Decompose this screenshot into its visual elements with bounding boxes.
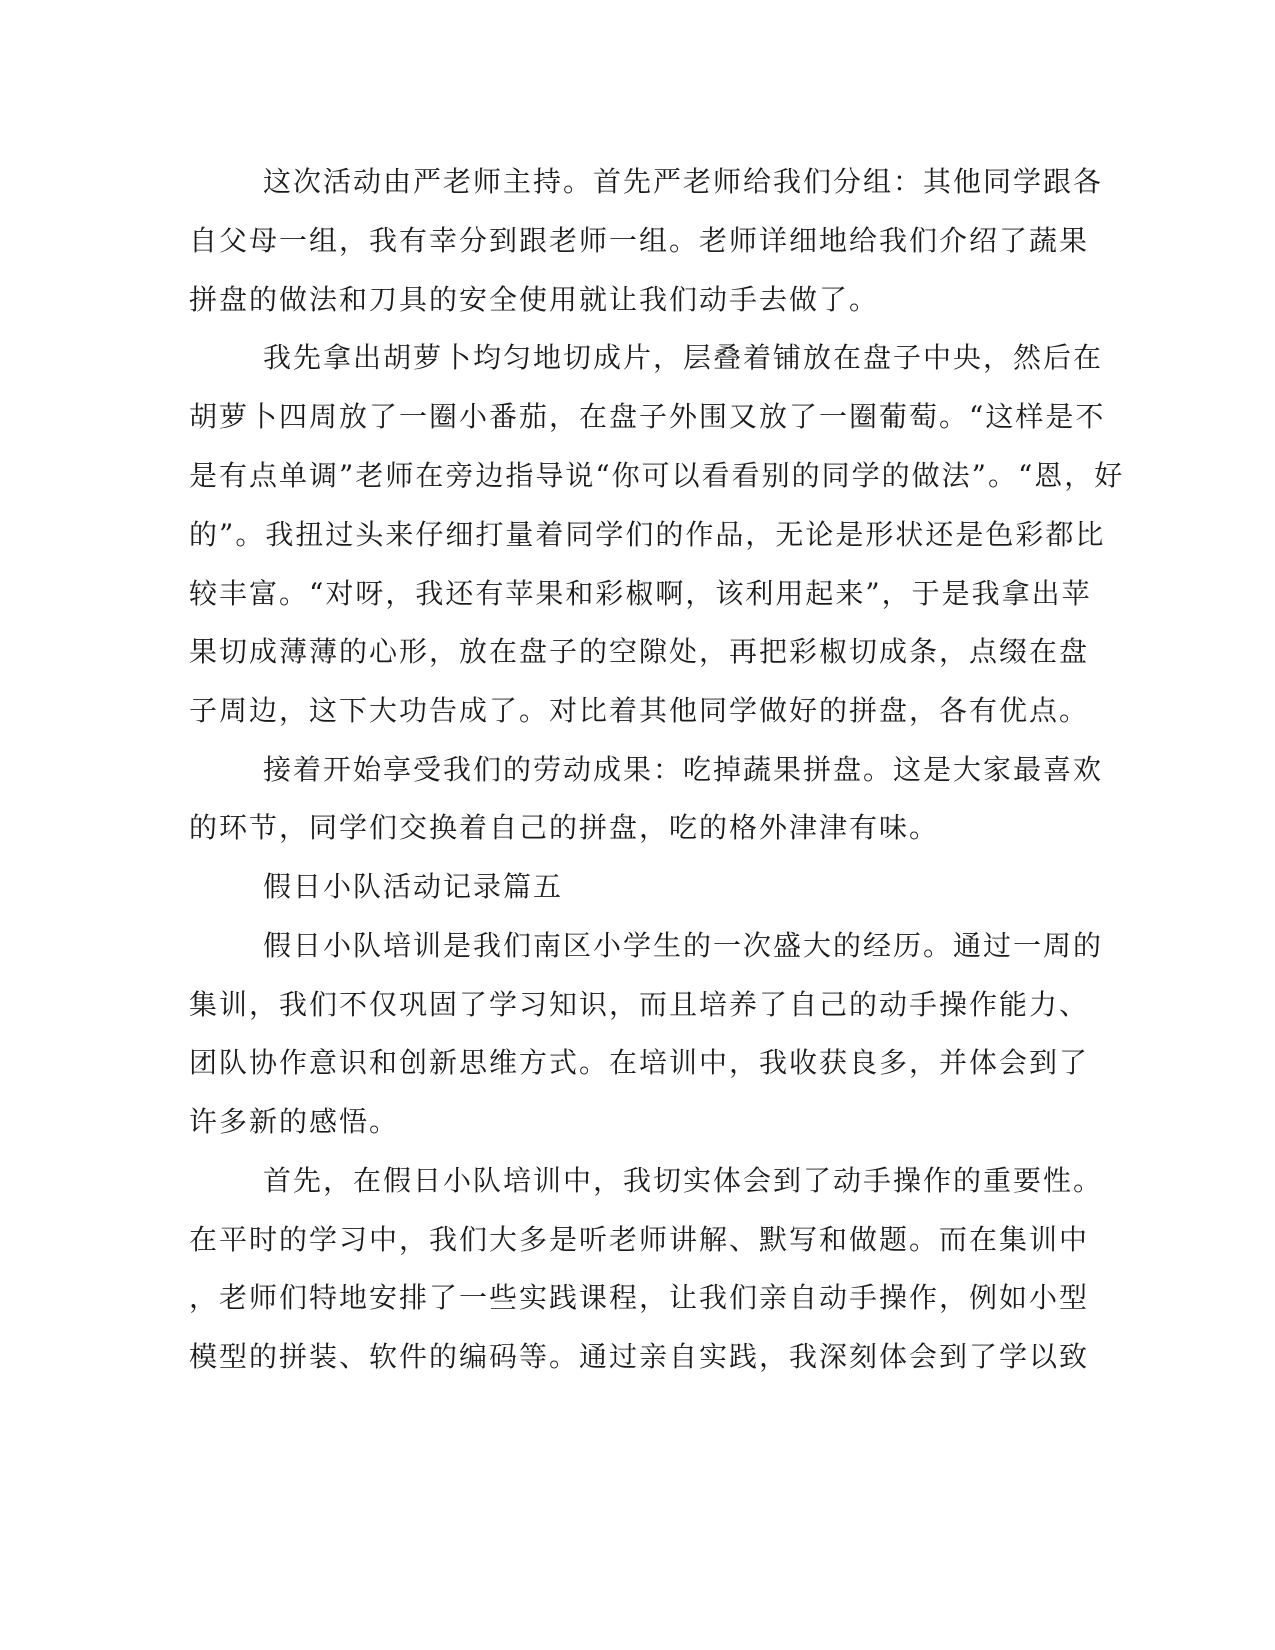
- text-line: 这次活动由严老师主持。首先严老师给我们分组：其他同学跟各: [263, 165, 1104, 198]
- text-line: 较丰富。“对呀，我还有苹果和彩椒啊，该利用起来”，于是我拿出苹: [189, 577, 1092, 610]
- text-line: 自父母一组，我有幸分到跟老师一组。老师详细地给我们介绍了蔬果: [189, 224, 1090, 257]
- text-line: 是有点单调”老师在旁边指导说“你可以看看别的同学的做法”。“恩，好: [189, 459, 1125, 492]
- heading-text: 假日小队活动记录篇五: [263, 870, 564, 903]
- text-line: 果切成薄薄的心形，放在盘子的空隙处，再把彩椒切成条，点缀在盘: [189, 635, 1090, 668]
- text-line: 的环节，同学们交换着自己的拼盘，吃的格外津津有味。: [189, 811, 940, 844]
- text-line: 的”。我扭过头来仔细打量着同学们的作品，无论是形状还是色彩都比: [189, 518, 1106, 551]
- text-line: ，老师们特地安排了一些实践课程，让我们亲自动手操作，例如小型: [189, 1281, 1090, 1314]
- text-line: 在平时的学习中，我们大多是听老师讲解、默写和做题。而在集训中: [189, 1223, 1090, 1256]
- text-line: 拼盘的做法和刀具的安全使用就让我们动手去做了。: [189, 283, 880, 316]
- text-line: 接着开始享受我们的劳动成果：吃掉蔬果拼盘。这是大家最喜欢: [263, 753, 1104, 786]
- text-line: 模型的拼装、软件的编码等。通过亲自实践，我深刻体会到了学以致: [189, 1340, 1090, 1373]
- text-line: 我先拿出胡萝卜均匀地切成片，层叠着铺放在盘子中央，然后在: [263, 341, 1104, 374]
- text-line: 团队协作意识和创新思维方式。在培训中，我收获良多，并体会到了: [189, 1046, 1090, 1079]
- text-line: 首先，在假日小队培训中，我切实体会到了动手操作的重要性。: [263, 1164, 1104, 1197]
- text-line: 许多新的感悟。: [189, 1105, 400, 1138]
- text-line: 子周边，这下大功告成了。对比着其他同学做好的拼盘，各有优点。: [189, 694, 1090, 727]
- text-line: 集训，我们不仅巩固了学习知识，而且培养了自己的动手操作能力、: [189, 988, 1090, 1021]
- text-line: 胡萝卜四周放了一圈小番茄，在盘子外围又放了一圈葡萄。“这样是不: [189, 400, 1106, 433]
- text-line: 假日小队培训是我们南区小学生的一次盛大的经历。通过一周的: [263, 929, 1104, 962]
